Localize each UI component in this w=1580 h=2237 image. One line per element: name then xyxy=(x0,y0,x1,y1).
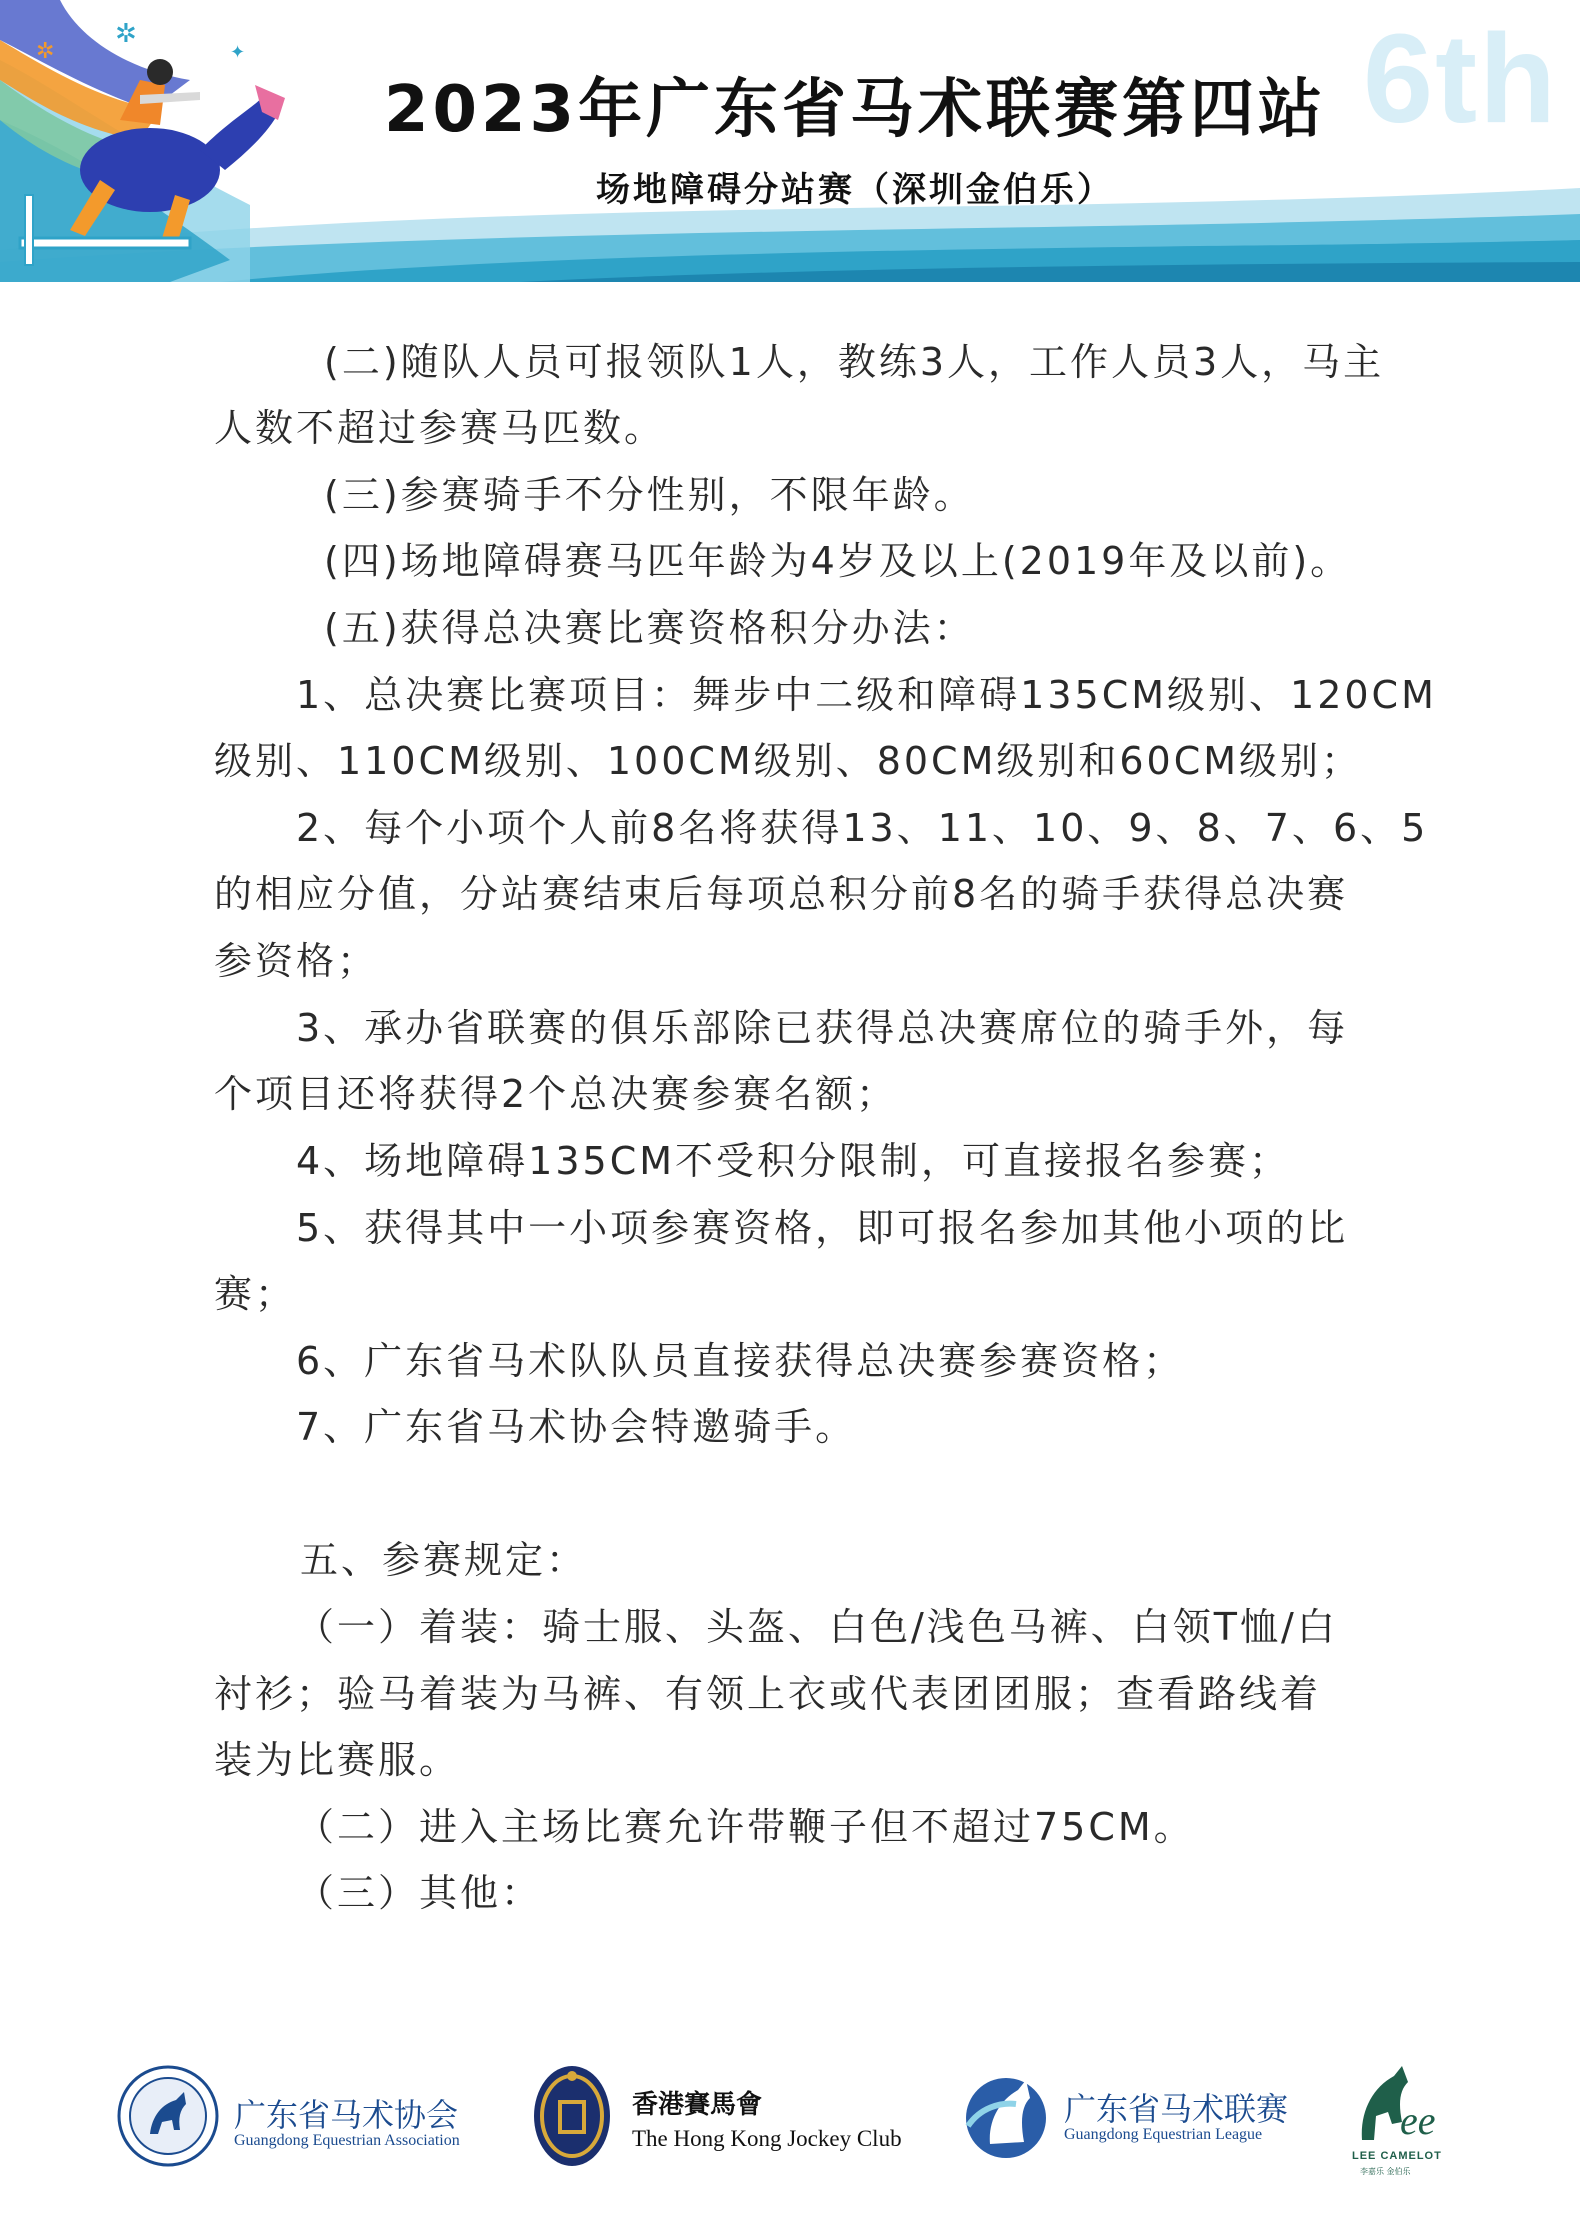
page-subtitle: 场地障碍分站赛（深圳金伯乐） xyxy=(596,170,1114,210)
logo-name-cn: 广东省马术协会 xyxy=(234,2096,459,2134)
paragraph-line: 2、每个小项个人前8名将获得13、11、10、9、8、7、6、5 xyxy=(296,806,1429,850)
rules-line: （三）其他： xyxy=(296,1871,543,1915)
rules-line: （二）进入主场比赛允许带鞭子但不超过75CM。 xyxy=(296,1805,1195,1849)
paragraph-line: 7、广东省马术协会特邀骑手。 xyxy=(296,1405,857,1449)
paragraph-line: 参资格； xyxy=(214,939,379,983)
edition-mark: 6th xyxy=(1363,8,1558,149)
logo-name-cn-small: 李嘉乐 金伯乐 xyxy=(1360,2167,1411,2176)
paragraph-line: 级别、110CM级别、100CM级别、80CM级别和60CM级别； xyxy=(214,739,1363,783)
logo-name-en: Guangdong Equestrian Association xyxy=(234,2132,460,2149)
paragraph-line: 赛； xyxy=(214,1272,297,1316)
paragraph-line: 人数不超过参赛马匹数。 xyxy=(214,406,666,450)
logo-name-cn: 香港賽馬會 xyxy=(632,2090,763,2120)
lee-horse-icon xyxy=(1352,2062,1438,2148)
league-horse-icon xyxy=(960,2068,1052,2164)
logo-lee-camelot xyxy=(1346,2040,1446,2190)
jockey-club-crest-icon xyxy=(530,2062,614,2170)
paragraph-line: 个项目还将获得2个总决赛参赛名额； xyxy=(214,1072,898,1116)
svg-text:✲: ✲ xyxy=(115,19,137,49)
logo-name-en: Guangdong Equestrian League xyxy=(1064,2126,1263,2143)
rules-line: （一）着装：骑士服、头盔、白色/浅色马裤、白领T恤/白 xyxy=(296,1605,1338,1649)
paragraph-line: (三)参赛骑手不分性别，不限年龄。 xyxy=(324,473,975,517)
svg-text:✲: ✲ xyxy=(36,39,55,64)
section-heading: 五、参赛规定： xyxy=(300,1538,588,1582)
logo-guangdong-equestrian-league xyxy=(960,2040,1300,2190)
logo-name-en: LEE CAMELOT xyxy=(1352,2150,1442,2162)
logo-guangdong-equestrian-association xyxy=(116,2040,460,2190)
paragraph-line: 6、广东省马术队队员直接获得总决赛参赛资格； xyxy=(296,1339,1185,1383)
page-title: 2023年广东省马术联赛第四站 xyxy=(383,73,1327,147)
logo-name-en: The Hong Kong Jockey Club xyxy=(632,2126,902,2151)
rules-line: 衬衫；验马着装为马裤、有领上衣或代表团团服；查看路线着 xyxy=(214,1672,1322,1716)
paragraph-line: (二)随队人员可报领队1人，教练3人，工作人员3人，马主 xyxy=(324,340,1385,384)
paragraph-line: 5、获得其中一小项参赛资格，即可报名参加其他小项的比 xyxy=(296,1206,1349,1250)
paragraph-line: 1、总决赛比赛项目：舞步中二级和障碍135CM级别、120CM xyxy=(296,673,1437,717)
paragraph-line: 4、场地障碍135CM不受积分限制，可直接报名参赛； xyxy=(296,1139,1291,1183)
logo-name-cn: 广东省马术联赛 xyxy=(1064,2090,1289,2128)
rules-line: 装为比赛服。 xyxy=(214,1738,461,1782)
sponsor-logos xyxy=(0,2040,1580,2200)
paragraph-line: (四)场地障碍赛马匹年龄为4岁及以上(2019年及以前)。 xyxy=(324,539,1352,583)
header-banner xyxy=(0,0,1580,282)
svg-text:ee: ee xyxy=(1400,2098,1436,2143)
paragraph-line: (五)获得总决赛比赛资格积分办法： xyxy=(324,606,975,650)
svg-text:✦: ✦ xyxy=(230,42,246,63)
paragraph-line: 的相应分值，分站赛结束后每项总积分前8名的骑手获得总决赛 xyxy=(214,872,1349,916)
logo-hong-kong-jockey-club xyxy=(530,2040,902,2190)
paragraph-line: 3、承办省联赛的俱乐部除已获得总决赛席位的骑手外，每 xyxy=(296,1006,1349,1050)
horse-emblem-icon xyxy=(116,2064,220,2168)
